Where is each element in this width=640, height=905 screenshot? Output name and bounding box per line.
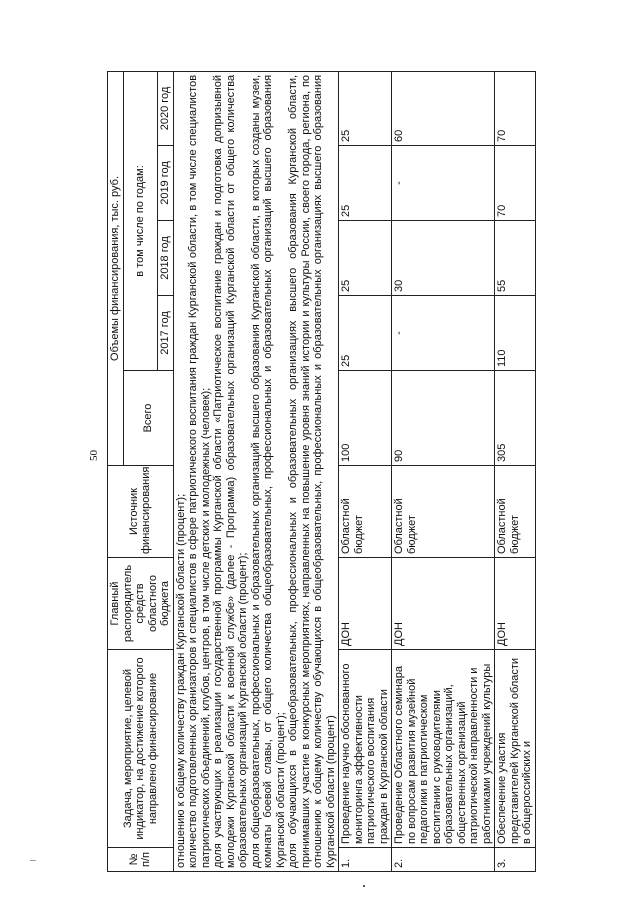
col-volume-header: Объемы финансирования, тыс. руб. — [108, 71, 124, 465]
year-header: 2020 год — [158, 71, 174, 145]
row-task: Обеспечение участия представителей Курганской области в общероссийских и — [495, 650, 536, 848]
row-num: 1. — [339, 848, 392, 872]
indicators-cell — [173, 71, 339, 871]
row-admin: ДОН — [339, 558, 392, 650]
year-header: 2018 год — [158, 221, 174, 296]
row-2019: - — [392, 146, 495, 221]
row-2017: 25 — [339, 296, 392, 371]
scan-speck — [363, 885, 365, 887]
col-task-header: Задача, мероприятие, целевой индикатор, на достижение которого направлено финансирование — [108, 650, 174, 848]
indicator-line: доля общеобразовательных, профессиональных и образовательных организаций высшего образования Курганской области, в которых созданы музеи, комнаты боевой славы, от общего количества общеобразовательных, профессиональных и образовательных организаций высшего образования Курганской области (процент); — [249, 74, 287, 868]
row-2018: 30 — [392, 221, 495, 296]
col-num-header: № п/п — [108, 848, 174, 872]
row-2017: - — [392, 296, 495, 371]
row-2017: 110 — [495, 296, 536, 371]
indicator-line: доля обучающихся в общеобразовательных, профессиональных и образовательных организациях высшего образования Курганской области, принимавших участие в конкурсных мероприятиях, направленных на повышение уровня знаний истории и культуры России, своего города, региона, по отношению к общему количеству обучающихся в общеобразовательных, профессиональных и образовательных организациях высшего образования Курганской области (процент) — [287, 74, 337, 868]
row-2018: 55 — [495, 221, 536, 296]
row-total: 90 — [392, 371, 495, 466]
indicator-line: доля участвующих в реализации государственной программы Курганской области «Патриотическое воспитание граждан и подготовка допризывной молодежи Курганской области к военной службе» (далее - Программа) образовательных организаций Курганской области от общего количества образовательных организаций Курганской области (процент); — [212, 74, 249, 868]
year-header: 2017 год — [158, 296, 174, 371]
page-number: 50 — [88, 450, 100, 461]
row-admin: ДОН — [392, 558, 495, 650]
col-source-header: Источник финансирования — [108, 466, 174, 558]
col-total-header: Всего — [123, 371, 173, 466]
row-num: 3. — [495, 848, 536, 872]
col-admin-header: Главный распорядитель средств областного бюджета — [108, 558, 174, 650]
row-source: Областной бюджет — [495, 466, 536, 558]
row-total: 305 — [495, 371, 536, 466]
financing-table-page — [107, 72, 617, 872]
row-2019: 25 — [339, 146, 392, 221]
row-source: Областной бюджет — [339, 466, 392, 558]
row-task: Проведение научно обоснованного мониторинга эффективности патриотического воспитания граждан в Курганской области — [339, 650, 392, 848]
row-2019: 70 — [495, 146, 536, 221]
row-task: Проведение Областного семинара по вопросам развития музейной педагогики в патриотическом воспитании с руководителями образовательных организаций, общественных организаций патриотической направленности и работниками учреждений культуры — [392, 650, 495, 848]
row-num: 2. — [392, 848, 495, 872]
indicator-line: отношению к общему количеству граждан Курганской области (процент); — [174, 493, 187, 868]
col-by-year-header: в том числе по годам: — [123, 71, 158, 370]
scan-speck — [30, 860, 36, 861]
row-admin: ДОН — [495, 558, 536, 650]
table-row — [339, 71, 392, 871]
row-2018: 25 — [339, 221, 392, 296]
table-row — [392, 71, 495, 871]
row-2020: 25 — [339, 71, 392, 145]
header-row — [108, 71, 124, 871]
table-row — [495, 71, 536, 871]
year-header: 2019 год — [158, 146, 174, 221]
indicator-line: количество подготовленных организаторов и специалистов в сфере патриотического воспитания граждан Курганской области, в том числе специалистов патриотических объединений, клубов, центров, в том числе детских и молодежных (человек); — [187, 74, 212, 868]
row-2020: 60 — [392, 71, 495, 145]
financing-table — [107, 71, 536, 872]
row-2020: 70 — [495, 71, 536, 145]
row-total: 100 — [339, 371, 392, 466]
row-source: Областной бюджет — [392, 466, 495, 558]
indicators-row — [173, 71, 339, 871]
